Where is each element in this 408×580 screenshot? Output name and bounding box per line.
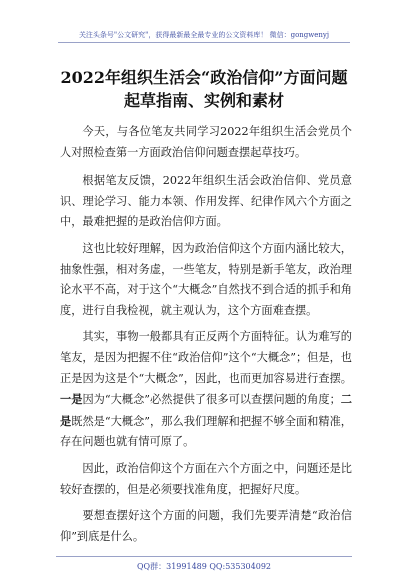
paragraph-text: 因为“大概念”必然提供了很多可以查摆问题的角度；: [82, 393, 341, 407]
paragraph-text: 其实，事物一般都具有正反两个方面特征。认为难写的笔友，是因为把握不住“政治信仰”这个“大概念”；但是，也正是因为这是个“大概念”，因此，也而更加容易进行查摆。: [60, 330, 352, 385]
header-banner: 关注头条号"公文研究"，获得最新最全最专业的公文资料库！ 微信：gongwenyj: [78, 31, 330, 39]
header-divider: [58, 42, 350, 43]
document-body: [60, 122, 352, 553]
footer-contact: QQ群：31991489 QQ:535304092: [137, 562, 271, 571]
paragraph: [60, 327, 352, 453]
paragraph: 因此，政治信仰这个方面在六个方面之中，问题还是比较好查摆的，但是必须要找准角度，把握好尺度。: [60, 461, 352, 496]
paragraph: 这也比较好理解，因为政治信仰这个方面内涵比较大，抽象性强，相对务虚，一些笔友，特别是新手笔友，政治理论水平不高，对于这个“大概念”自然找不到合适的抓手和角度，进行自我检视，就主观认为，这个方面难查摆。: [60, 241, 352, 317]
footer-divider: [56, 556, 352, 557]
paragraph: 根据笔友反馈，2022年组织生活会政治信仰、党员意识、理论学习、能力本领、作用发挥、纪律作风六个方面之中，最难把握的是政治信仰方面。: [60, 174, 352, 229]
paragraph: 今天，与各位笔友共同学习2022年组织生活会党员个人对照检查第一方面政治信仰问题查摆起草技巧。: [60, 125, 352, 159]
paragraph: 要想查摆好这个方面的问题，我们先要弄清楚“政治信仰”到底是什么。: [60, 509, 352, 543]
paragraph-text: 既然是“大概念”，那么我们理解和把握不够全面和精准，存在问题也就有情可原了。: [60, 414, 352, 449]
emphasis-second: 二是: [60, 392, 352, 428]
emphasis-first: 一是: [60, 392, 83, 407]
document-title: 2022年组织生活会“政治信仰”方面问题起草指南、实例和素材: [60, 68, 348, 110]
